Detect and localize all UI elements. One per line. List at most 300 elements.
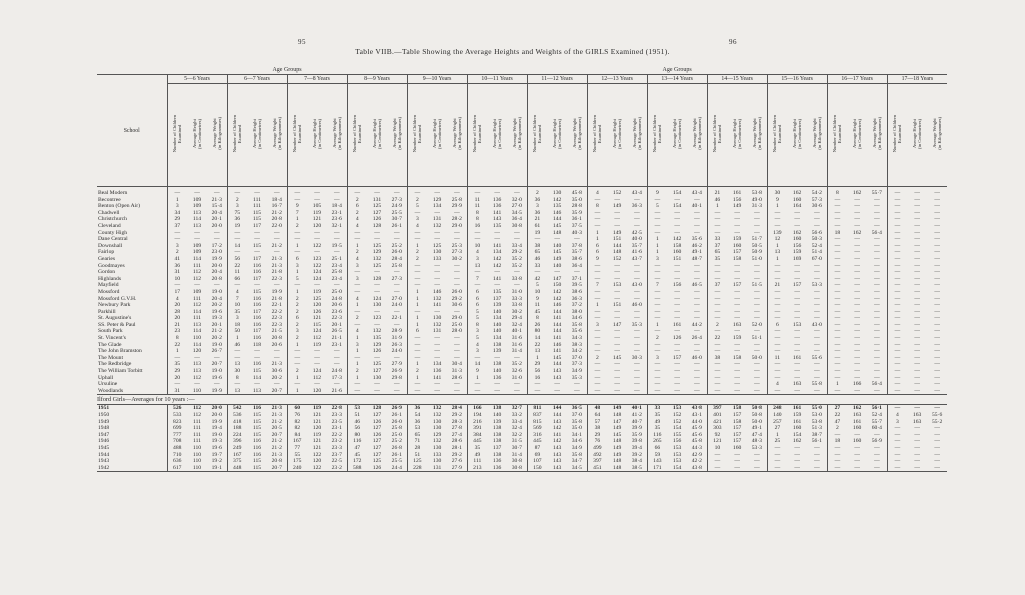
table-cell: 31·4 bbox=[511, 451, 522, 458]
age-range-header: 12—13 Years bbox=[587, 75, 647, 84]
table-cell: — bbox=[333, 348, 340, 355]
table-cell: — bbox=[754, 361, 760, 368]
table-cell: 19·3 bbox=[211, 438, 222, 445]
table-cell: 40·3 bbox=[571, 229, 582, 236]
measure-header bbox=[647, 84, 667, 187]
table-cell: 167 bbox=[227, 452, 247, 459]
table-cell: 20·7 bbox=[211, 361, 222, 368]
table-cell: 7 bbox=[467, 276, 487, 283]
table-cell: 6 bbox=[767, 322, 787, 329]
table-cell: 125 bbox=[372, 262, 382, 269]
table-cell: 25·5 bbox=[391, 209, 402, 216]
table-cell: 20·7 bbox=[267, 465, 287, 472]
table-cell: 1 bbox=[767, 203, 787, 210]
table-cell: 163 bbox=[912, 412, 922, 418]
table-cell: 144 bbox=[552, 361, 562, 368]
table-cell: 130 bbox=[552, 190, 562, 196]
table-cell: 111 bbox=[253, 203, 261, 210]
table-cell: — bbox=[827, 203, 847, 210]
school-name: Gordon bbox=[98, 269, 116, 276]
table-cell: — bbox=[587, 197, 607, 204]
table-cell: 4 bbox=[347, 256, 367, 263]
table-cell: 53·0 bbox=[811, 412, 822, 418]
table-cell: — bbox=[454, 348, 460, 355]
table-cell: — bbox=[887, 368, 907, 375]
table-cell: 132 bbox=[432, 321, 442, 328]
table-cell: — bbox=[934, 387, 940, 394]
table-cell: 35·3 bbox=[631, 321, 642, 328]
table-cell: — bbox=[914, 405, 920, 412]
table-cell: — bbox=[273, 381, 280, 388]
table-cell: 216 bbox=[467, 419, 487, 426]
table-cell: 36 bbox=[227, 216, 247, 223]
table-cell: — bbox=[854, 348, 860, 355]
table-cell: — bbox=[934, 458, 940, 465]
table-cell: — bbox=[754, 308, 760, 315]
school-name: Mayfield bbox=[98, 282, 119, 289]
table-cell: 51·7 bbox=[751, 236, 762, 243]
table-cell: 154 bbox=[672, 190, 682, 196]
table-cell: 110 bbox=[192, 458, 202, 465]
table-cell: 132 bbox=[432, 412, 442, 418]
measure-header-label: Average Weight (in Kilogrammes) bbox=[211, 117, 222, 151]
table-cell: 39·2 bbox=[631, 451, 642, 458]
measure-header-label: Number of Children Examined bbox=[472, 115, 483, 153]
table-cell: — bbox=[934, 405, 940, 412]
table-cell: 29·8 bbox=[391, 374, 402, 381]
measure-header bbox=[607, 84, 627, 187]
table-cell: — bbox=[314, 190, 320, 196]
table-cell: — bbox=[794, 222, 800, 229]
measure-header-label: Number of Children Examined bbox=[772, 115, 783, 153]
table-cell: 139 bbox=[492, 418, 502, 425]
table-cell: 33 bbox=[527, 263, 547, 270]
table-cell: 49·1 bbox=[691, 249, 702, 256]
measure-header bbox=[427, 84, 447, 187]
measure-header bbox=[787, 84, 807, 187]
table-cell: — bbox=[754, 458, 760, 465]
school-row bbox=[97, 368, 947, 375]
school-row bbox=[97, 355, 947, 362]
table-cell: 50·3 bbox=[811, 236, 822, 243]
table-cell: — bbox=[934, 354, 940, 361]
table-cell: 303 bbox=[707, 425, 727, 432]
table-cell: 141 bbox=[552, 315, 562, 322]
table-cell: 2 bbox=[287, 309, 307, 316]
table-cell: 149 bbox=[552, 255, 562, 262]
table-cell: 154 bbox=[672, 425, 682, 432]
table-cell: — bbox=[767, 276, 787, 283]
table-cell: 24·9 bbox=[391, 203, 402, 210]
measure-header bbox=[847, 84, 867, 187]
table-cell: 21·5 bbox=[271, 328, 282, 335]
measure-header-row bbox=[97, 84, 947, 187]
year-row bbox=[97, 452, 947, 459]
table-cell: 37·2 bbox=[571, 302, 582, 309]
school-row bbox=[97, 309, 947, 316]
table-cell: 33·8 bbox=[511, 275, 522, 282]
table-cell: 1 bbox=[407, 322, 427, 329]
year-row bbox=[97, 425, 947, 432]
table-cell: 142 bbox=[552, 425, 562, 432]
table-cell: — bbox=[934, 190, 940, 196]
table-cell: 1 bbox=[587, 302, 607, 309]
table-cell: 87 bbox=[527, 445, 547, 452]
table-cell: — bbox=[707, 263, 727, 270]
school-row bbox=[97, 216, 947, 223]
table-cell: 35 bbox=[467, 445, 487, 452]
table-cell: — bbox=[914, 354, 920, 361]
table-cell: 1 bbox=[407, 296, 427, 303]
table-cell: — bbox=[887, 216, 907, 223]
table-cell: — bbox=[494, 387, 500, 394]
table-cell: 35·2 bbox=[511, 262, 522, 269]
table-cell: 60 bbox=[287, 405, 307, 412]
table-cell: 1 bbox=[647, 322, 667, 329]
measure-header bbox=[527, 84, 547, 187]
measure-header-label: Number of Children Examined bbox=[232, 115, 243, 153]
table-cell: 75 bbox=[227, 210, 247, 217]
measure-header-label: Average Weight (in Kilogrammes) bbox=[751, 117, 762, 151]
table-cell: 32·2 bbox=[511, 431, 522, 438]
table-cell: 316 bbox=[527, 432, 547, 439]
table-cell: 76 bbox=[587, 438, 607, 445]
table-cell: — bbox=[167, 230, 187, 237]
table-cell: — bbox=[407, 269, 427, 276]
table-cell: 163 bbox=[852, 412, 862, 418]
table-cell: 2 bbox=[347, 249, 367, 256]
table-cell: — bbox=[634, 374, 640, 381]
table-cell: — bbox=[827, 210, 847, 217]
table-cell: 127 bbox=[372, 451, 382, 458]
table-cell: — bbox=[374, 387, 380, 394]
table-cell: 8 bbox=[167, 335, 187, 342]
table-cell: 29 bbox=[527, 361, 547, 368]
table-cell: 147 bbox=[612, 418, 622, 425]
table-cell: 6 bbox=[467, 296, 487, 303]
measure-header-label: Average Weight (in Kilogrammes) bbox=[932, 117, 943, 151]
table-cell: 157 bbox=[732, 425, 742, 432]
table-cell: 132 bbox=[372, 255, 382, 262]
table-cell: — bbox=[707, 315, 727, 322]
table-cell: — bbox=[287, 361, 307, 368]
table-cell: — bbox=[887, 445, 907, 452]
table-cell: 49 bbox=[467, 452, 487, 459]
table-cell: — bbox=[794, 368, 800, 375]
table-cell: — bbox=[707, 452, 727, 459]
table-cell: 837 bbox=[527, 412, 547, 419]
table-cell: — bbox=[454, 275, 460, 282]
table-cell: 10 bbox=[527, 289, 547, 296]
table-cell: — bbox=[887, 315, 907, 322]
table-cell: 3 bbox=[347, 276, 367, 283]
table-cell: 35·9 bbox=[631, 431, 642, 438]
table-cell: — bbox=[707, 342, 727, 349]
table-cell: — bbox=[927, 465, 947, 472]
table-cell: — bbox=[814, 275, 820, 282]
table-cell: 43·4 bbox=[631, 190, 642, 196]
table-cell: 188 bbox=[227, 425, 247, 432]
table-cell: 32·6 bbox=[511, 368, 522, 375]
table-cell: — bbox=[854, 431, 860, 438]
table-cell: — bbox=[434, 308, 440, 315]
measure-header-label: Average Height (in Centimetres) bbox=[732, 118, 743, 149]
table-cell: 116 bbox=[252, 451, 262, 458]
school-row bbox=[97, 328, 947, 335]
table-cell: 112 bbox=[192, 302, 202, 309]
table-cell: 148 bbox=[552, 229, 562, 236]
table-cell: — bbox=[167, 190, 187, 197]
table-cell: — bbox=[914, 288, 920, 295]
table-cell: — bbox=[874, 374, 880, 381]
table-cell: — bbox=[554, 269, 560, 276]
table-cell: — bbox=[887, 348, 907, 355]
table-cell: 28·8 bbox=[571, 203, 582, 210]
table-cell: 31 bbox=[167, 388, 187, 395]
table-cell: 110 bbox=[192, 451, 202, 458]
table-cell: — bbox=[694, 288, 700, 295]
table-cell: 138 bbox=[492, 341, 502, 348]
table-cell: 30·7 bbox=[511, 444, 522, 451]
table-cell: 126 bbox=[372, 216, 382, 223]
measure-header bbox=[667, 84, 687, 187]
year-row bbox=[97, 445, 947, 452]
table-cell: 1 bbox=[467, 375, 487, 382]
table-cell: — bbox=[854, 269, 860, 276]
table-cell: 27 bbox=[827, 405, 847, 412]
table-cell: 53·8 bbox=[811, 418, 822, 425]
table-cell: 20·2 bbox=[271, 374, 282, 381]
table-cell: 38 bbox=[707, 355, 727, 362]
table-cell: 47 bbox=[827, 419, 847, 426]
table-cell: — bbox=[674, 374, 680, 381]
table-cell: 115 bbox=[247, 465, 267, 472]
table-cell: 69 bbox=[527, 452, 547, 459]
table-cell: 54·2 bbox=[811, 190, 822, 196]
table-cell: — bbox=[814, 368, 820, 375]
school-name: Uphall bbox=[98, 374, 114, 381]
table-cell: 43·0 bbox=[631, 282, 642, 289]
table-cell: 117 bbox=[252, 222, 262, 229]
table-cell: 130 bbox=[432, 458, 442, 465]
table-cell: 21·2 bbox=[271, 444, 282, 451]
year-label: 1944 bbox=[98, 451, 110, 458]
table-cell: — bbox=[314, 249, 320, 256]
measure-header bbox=[347, 84, 367, 187]
table-cell: 25·8 bbox=[391, 425, 402, 432]
table-cell: 23·4 bbox=[331, 275, 342, 282]
table-cell: 2 bbox=[287, 223, 307, 230]
table-cell: 166 bbox=[852, 381, 862, 388]
table-cell: — bbox=[794, 302, 800, 309]
table-cell: 26·1 bbox=[391, 451, 402, 458]
table-cell: 162 bbox=[852, 229, 862, 236]
table-cell: 162 bbox=[852, 405, 862, 412]
table-cell: 65 bbox=[407, 432, 427, 439]
table-cell: — bbox=[707, 296, 727, 303]
table-cell: 55·6 bbox=[811, 354, 822, 361]
table-cell: 15·4 bbox=[211, 203, 222, 210]
table-cell: — bbox=[574, 381, 580, 388]
table-cell: — bbox=[874, 209, 880, 216]
table-cell: 105 bbox=[312, 203, 322, 210]
table-cell: 2 bbox=[527, 190, 547, 197]
table-cell: 53·8 bbox=[751, 190, 762, 196]
table-cell: — bbox=[213, 354, 220, 361]
measure-header bbox=[487, 84, 507, 187]
table-cell: — bbox=[254, 348, 260, 355]
table-cell: 27·6 bbox=[451, 458, 462, 465]
table-cell: 3 bbox=[227, 203, 247, 210]
table-cell: 115 bbox=[252, 368, 262, 375]
table-cell: 4 bbox=[167, 296, 187, 303]
table-cell: — bbox=[887, 328, 907, 335]
table-cell: 129 bbox=[372, 341, 382, 348]
table-cell: — bbox=[934, 315, 940, 322]
measure-header bbox=[907, 84, 927, 187]
table-cell: — bbox=[287, 355, 307, 362]
table-cell: 84 bbox=[287, 432, 307, 439]
table-cell: — bbox=[707, 223, 727, 230]
table-cell: 114 bbox=[192, 216, 202, 223]
table-cell: 61 bbox=[527, 223, 547, 230]
table-cell: 116 bbox=[252, 361, 262, 368]
table-cell: — bbox=[167, 236, 187, 243]
table-cell: 130 bbox=[432, 425, 442, 432]
measure-header bbox=[767, 84, 787, 187]
table-cell: — bbox=[767, 361, 787, 368]
table-cell: — bbox=[854, 282, 860, 289]
school-row bbox=[97, 190, 947, 197]
table-cell: 148 bbox=[612, 438, 622, 445]
table-cell: 50·8 bbox=[751, 412, 762, 418]
measure-header bbox=[167, 84, 187, 187]
table-cell: — bbox=[914, 374, 920, 381]
table-cell: 136 bbox=[492, 374, 502, 381]
table-cell: — bbox=[827, 197, 847, 204]
table-cell: — bbox=[887, 296, 907, 303]
table-cell: 1 bbox=[227, 335, 247, 342]
measure-header-label: Average Height (in Centimetres) bbox=[792, 118, 803, 149]
table-cell: — bbox=[854, 222, 860, 229]
table-cell: — bbox=[434, 275, 440, 282]
table-cell: 492 bbox=[587, 452, 607, 459]
table-cell: — bbox=[887, 236, 907, 243]
table-cell: 131 bbox=[427, 465, 447, 472]
table-cell: 112 bbox=[192, 269, 202, 276]
table-cell: 53·3 bbox=[751, 444, 762, 451]
table-cell: — bbox=[647, 388, 667, 395]
table-cell: — bbox=[527, 381, 547, 388]
table-cell: 144 bbox=[552, 405, 562, 412]
table-cell: — bbox=[407, 230, 427, 237]
table-cell: 26·1 bbox=[391, 412, 402, 418]
table-cell: 121 bbox=[312, 216, 322, 223]
table-cell: 2 bbox=[707, 322, 727, 329]
table-cell: 1 bbox=[347, 335, 367, 342]
school-name: The Mount bbox=[98, 354, 124, 361]
table-cell: 126 bbox=[367, 465, 387, 472]
table-cell: — bbox=[647, 315, 667, 322]
age-groups-header-left: Age Groups bbox=[272, 67, 302, 73]
table-cell: — bbox=[934, 361, 940, 368]
table-cell: — bbox=[554, 381, 560, 388]
table-cell: — bbox=[674, 196, 680, 203]
table-cell: — bbox=[454, 381, 460, 388]
measure-header bbox=[627, 84, 647, 187]
table-cell: — bbox=[374, 308, 380, 315]
table-cell: — bbox=[794, 216, 800, 223]
table-cell: — bbox=[914, 387, 920, 394]
table-cell: — bbox=[314, 282, 320, 289]
table-cell: 119 bbox=[312, 341, 322, 348]
measure-header-label: Average Height (in Centimetres) bbox=[492, 118, 503, 149]
school-row bbox=[97, 381, 947, 388]
table-cell: — bbox=[407, 309, 427, 316]
table-cell: — bbox=[614, 209, 620, 216]
table-cell: 141 bbox=[492, 242, 502, 249]
table-cell: 257 bbox=[767, 419, 787, 426]
table-cell: — bbox=[674, 262, 680, 269]
table-cell: — bbox=[634, 269, 640, 276]
year-label: 1950 bbox=[98, 412, 110, 418]
table-cell: 448 bbox=[227, 465, 247, 472]
table-cell: — bbox=[634, 368, 640, 375]
measure-header bbox=[927, 84, 947, 187]
table-cell: 20·8 bbox=[271, 458, 282, 465]
table-cell: — bbox=[374, 381, 380, 388]
table-cell: — bbox=[914, 315, 920, 322]
table-cell: — bbox=[647, 197, 667, 204]
table-cell: 138 bbox=[492, 438, 502, 445]
table-cell: 9 bbox=[587, 256, 607, 263]
table-cell: — bbox=[934, 229, 940, 236]
table-cell: — bbox=[874, 328, 880, 335]
table-cell: — bbox=[734, 308, 740, 315]
table-cell: — bbox=[767, 210, 787, 217]
table-cell: 18·4 bbox=[331, 203, 342, 210]
table-cell: 116 bbox=[252, 315, 262, 322]
table-cell: — bbox=[554, 387, 560, 394]
table-cell: — bbox=[347, 381, 367, 388]
table-cell: 34 bbox=[167, 210, 187, 217]
table-cell: — bbox=[674, 381, 680, 388]
table-cell: 136 bbox=[492, 458, 502, 465]
table-cell: 617 bbox=[167, 465, 187, 472]
table-cell: — bbox=[827, 269, 847, 276]
table-cell: — bbox=[814, 262, 820, 269]
table-cell: — bbox=[574, 269, 580, 276]
table-cell: — bbox=[854, 236, 860, 243]
table-cell: 160 bbox=[792, 425, 802, 432]
table-cell: 131 bbox=[372, 196, 382, 203]
table-cell: — bbox=[814, 451, 820, 458]
table-cell: 48 bbox=[587, 405, 607, 412]
table-cell: 140 bbox=[552, 262, 562, 269]
table-cell: 29·0 bbox=[451, 315, 462, 322]
table-cell: — bbox=[754, 269, 760, 276]
table-cell: — bbox=[827, 361, 847, 368]
table-cell: 3 bbox=[647, 256, 667, 263]
table-cell: 120 bbox=[312, 458, 322, 465]
table-cell: — bbox=[754, 216, 760, 223]
table-cell: 710 bbox=[167, 452, 187, 459]
table-cell: 55·7 bbox=[871, 418, 882, 425]
table-cell: — bbox=[454, 190, 460, 196]
table-cell: — bbox=[647, 289, 667, 296]
table-cell: 138 bbox=[492, 451, 502, 458]
table-cell: 21 bbox=[167, 322, 187, 329]
